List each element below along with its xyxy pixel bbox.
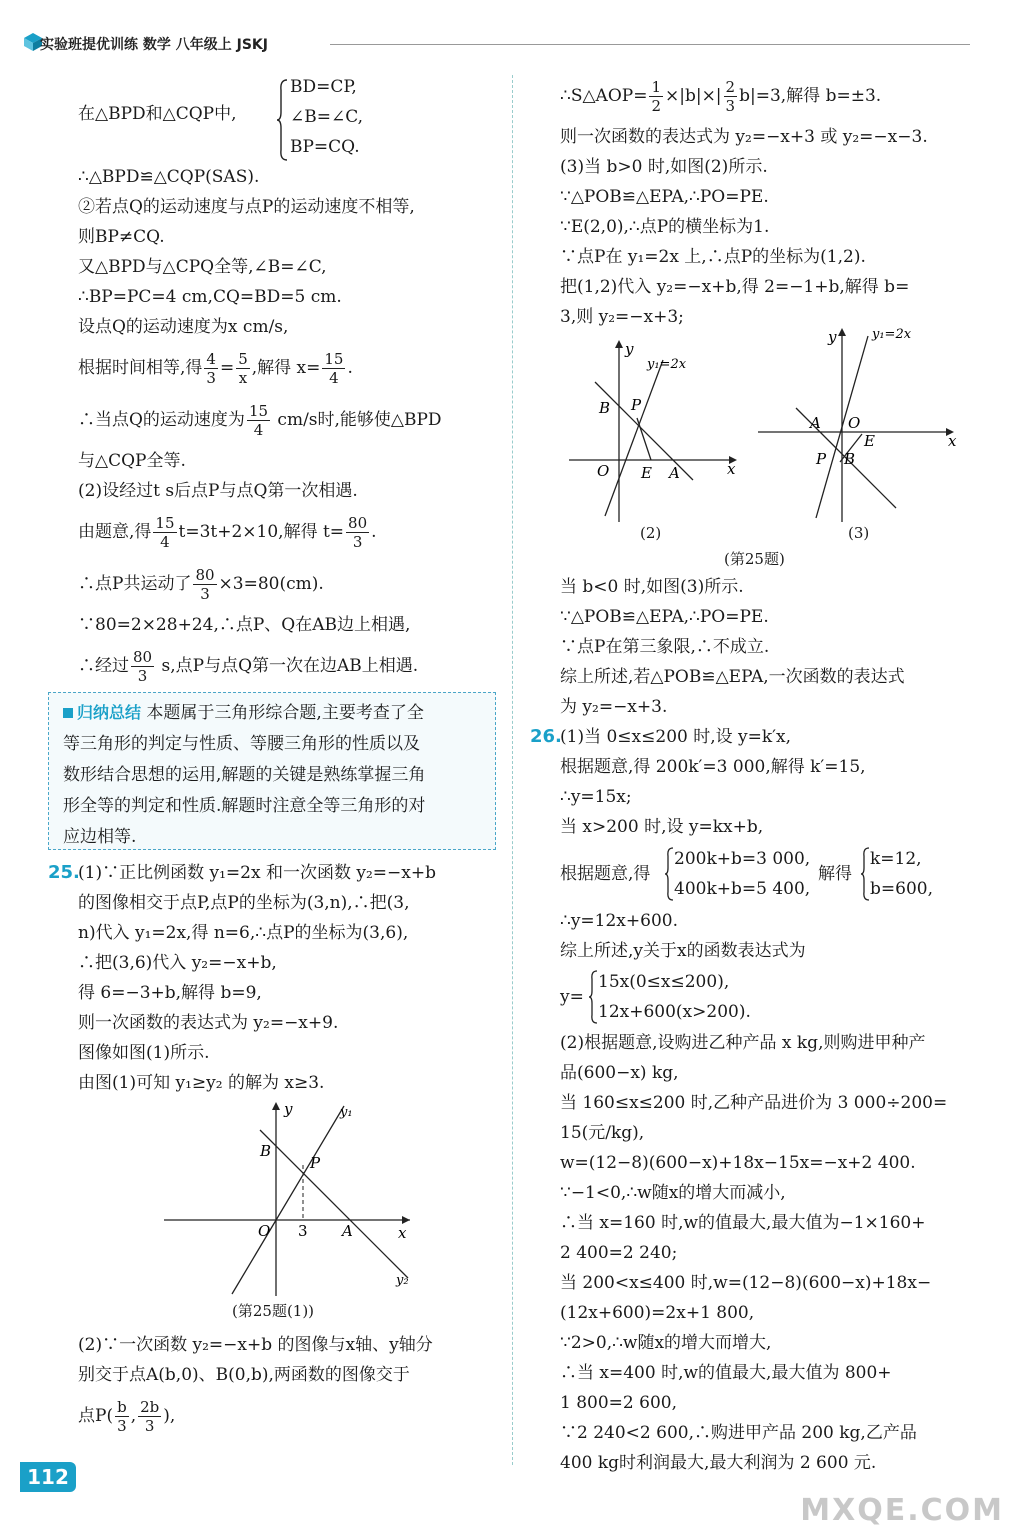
text-line: ∴y=12x+600.: [560, 911, 678, 931]
svg-text:y: y: [625, 340, 634, 358]
text-line: 综上所述,y关于x的函数表达式为: [560, 941, 806, 961]
right-column-mid: [530, 572, 980, 1478]
svg-text:y: y: [828, 328, 837, 346]
text-line: ∵80=2×28+24,∴点P、Q在AB边上相遇,: [78, 615, 411, 635]
text-line: 根据题意,得 200k′=3 000,解得 k′=15,: [560, 757, 866, 777]
question-25-part2: [78, 1330, 508, 1442]
figure-caption: (3): [848, 524, 870, 542]
text-line: 与△CQP全等.: [78, 451, 186, 471]
svg-text:O: O: [597, 462, 610, 480]
brace-icon: [276, 78, 288, 162]
text-line: ∵点P在 y₁=2x 上,∴点P的坐标为(1,2).: [560, 247, 866, 267]
text-line: ∵△POB≌△EPA,∴PO=PE.: [560, 187, 769, 207]
svg-text:y₂: y₂: [396, 1273, 409, 1288]
svg-text:B: B: [844, 450, 856, 468]
brace-icon: [860, 846, 870, 902]
text-line: 当 x>200 时,设 y=kx+b,: [560, 817, 764, 837]
svg-text:E: E: [864, 432, 875, 450]
text-line: 点P( $\frac{b}{3}$ , $\frac{2b}{3}$ ),: [78, 1398, 176, 1435]
text-line: (2)根据题意,设购进乙种产品 x kg,则购进甲种产: [560, 1033, 926, 1053]
summary-title: 归纳总结: [77, 703, 142, 722]
text-line: ∴当点Q的运动速度为 $\frac{15}{4}$ cm/s时,能够使△BPD: [78, 402, 442, 439]
text-line: ∵E(2,0),∴点P的横坐标为1.: [560, 217, 770, 237]
figure-caption: (2): [640, 524, 662, 542]
text-line: (12x+600)=2x+1 800,: [560, 1303, 755, 1323]
header-rule: [330, 44, 970, 45]
text-line: (1)当 0≤x≤200 时,设 y=k′x,: [560, 727, 792, 747]
svg-text:P: P: [816, 450, 827, 468]
figure-25-2: [565, 336, 745, 526]
text-line: 1 800=2 600,: [560, 1393, 677, 1413]
svg-text:B: B: [599, 399, 611, 417]
book-title: 实验班提优训练 数学 八年级上 JSKJ: [40, 37, 268, 53]
text-line: ∵−1<0,∴w随x的增大而减小,: [560, 1183, 786, 1203]
svg-text:y₁: y₁: [340, 1105, 353, 1120]
brace-icon: [664, 846, 674, 902]
text-line: 当 b<0 时,如图(3)所示.: [560, 577, 744, 597]
text-line: n)代入 y₁=2x,得 n=6,∴点P的坐标为(3,6),: [78, 923, 409, 943]
text-line: 的图像相交于点P,点P的坐标为(3,n),∴把(3,: [78, 893, 410, 913]
text-line: ∴S△AOP= $\frac{1}{2}$ ×|b|×| $\frac{2}{3}$ b|=3,解得 b=±3.: [560, 78, 882, 115]
text-line: 当 200<x≤400 时,w=(12−8)(600−x)+18x−: [560, 1273, 932, 1293]
right-column-top: [560, 70, 980, 332]
text-line: ∴点P共运动了 $\frac{80}{3}$ ×3=80(cm).: [78, 566, 324, 603]
svg-text:y₁=2x: y₁=2x: [647, 357, 687, 372]
question-25: [48, 858, 508, 1098]
text-line: 设点Q的运动速度为x cm/s,: [78, 317, 289, 337]
system-block: [78, 72, 508, 162]
svg-text:x: x: [727, 460, 736, 478]
figure-caption: (第25题(1)): [232, 1302, 315, 1320]
text-line: 当 160≤x≤200 时,乙种产品进价为 3 000÷200=: [560, 1093, 948, 1113]
svg-text:x: x: [398, 1224, 407, 1242]
text-line: ∴经过 $\frac{80}{3}$ s,点P与点Q第一次在边AB上相遇.: [78, 648, 419, 685]
figure-caption: (第25题): [724, 550, 785, 568]
text-line: (2)∵一次函数 y₂=−x+b 的图像与x轴、y轴分: [78, 1335, 433, 1355]
text-line: 别交于点A(b,0)、B(0,b),两函数的图像交于: [78, 1365, 410, 1385]
text-line: 等三角形的判定与性质、等腰三角形的性质以及: [63, 734, 420, 754]
text-line: ∴当 x=400 时,w的值最大,最大值为 800+: [560, 1363, 892, 1383]
text-line: 则BP≠CQ.: [78, 227, 165, 247]
text-line: ∵△POB≌△EPA,∴PO=PE.: [560, 607, 769, 627]
svg-text:y: y: [284, 1100, 293, 1118]
text-line: 400 kg时利润最大,最大利润为 2 600 元.: [560, 1453, 877, 1473]
text-line: (1)∵正比例函数 y₁=2x 和一次函数 y₂=−x+b: [78, 863, 436, 883]
text-line: ②若点Q的运动速度与点P的运动速度不相等,: [78, 197, 415, 217]
question-number: 26.: [530, 726, 562, 747]
summary-tag-icon: [63, 708, 73, 718]
text-line: ∴当 x=160 时,w的值最大,最大值为−1×160+: [560, 1213, 926, 1233]
watermark: MXQE.COM: [800, 1493, 1004, 1528]
system-block: 根据题意,得 200k+b=3 000, 400k+b=5 400, 解得 k=12, b=600,: [560, 844, 980, 904]
text-line: 应边相等.: [63, 827, 137, 847]
system-block: y= 15x(0≤x≤200), 12x+600(x>200).: [560, 966, 980, 1028]
text-line: 又△BPD与△CPQ全等,∠B=∠C,: [78, 257, 327, 277]
summary-box: [48, 692, 496, 850]
text-line: 3,则 y₂=−x+3;: [560, 307, 684, 327]
text-line: 由图(1)可知 y₁≥y₂ 的解为 x≥3.: [78, 1073, 325, 1093]
text-line: 得 6=−3+b,解得 b=9,: [78, 983, 262, 1003]
svg-text:A: A: [669, 464, 680, 482]
column-divider: [512, 75, 513, 1465]
svg-text:x: x: [948, 432, 957, 450]
text-line: ∠B=∠C,: [290, 107, 364, 127]
svg-text:B: B: [260, 1142, 272, 1160]
text-line: ∴把(3,6)代入 y₂=−x+b,: [78, 953, 277, 973]
text-line: 本题属于三角形综合题,主要考查了全: [146, 703, 424, 723]
svg-text:3: 3: [298, 1222, 308, 1240]
text-line: 由题意,得 $\frac{15}{4}$ t=3t+2×10,解得 t= $\frac{80}{3}$ .: [78, 514, 377, 551]
text-line: (3)当 b>0 时,如图(2)所示.: [560, 157, 768, 177]
svg-text:A: A: [810, 414, 821, 432]
text-line: ∵2 240<2 600,∴购进甲产品 200 kg,乙产品: [560, 1423, 917, 1443]
text-line: 2 400=2 240;: [560, 1243, 678, 1263]
page-number: 112: [20, 1462, 76, 1492]
question-number: 25.: [48, 862, 80, 883]
text-line: ∵点P在第三象限,∴不成立.: [560, 637, 770, 657]
text-line: 在△BPD和△CQP中,: [78, 104, 237, 124]
svg-text:P: P: [631, 396, 642, 414]
text-line: 为 y₂=−x+3.: [560, 697, 668, 717]
text-line: ∵2>0,∴w随x的增大而增大,: [560, 1333, 772, 1353]
figure-25-1: [160, 1098, 420, 1298]
text-line: ∴y=15x;: [560, 787, 632, 807]
text-line: 15(元/kg),: [560, 1123, 645, 1143]
svg-text:A: A: [342, 1222, 353, 1240]
text-line: 综上所述,若△POB≌△EPA,一次函数的表达式: [560, 667, 905, 687]
text-line: BD=CP,: [290, 77, 357, 97]
text-line: 图像如图(1)所示.: [78, 1043, 210, 1063]
text-line: (2)设经过t s后点P与点Q第一次相遇.: [78, 481, 358, 501]
svg-text:y₁=2x: y₁=2x: [872, 327, 912, 342]
text-line: ∴BP=PC=4 cm,CQ=BD=5 cm.: [78, 287, 342, 307]
text-line: 则一次函数的表达式为 y₂=−x+3 或 y₂=−x−3.: [560, 127, 928, 147]
svg-text:O: O: [258, 1222, 271, 1240]
brace-icon: [588, 969, 598, 1025]
text-line: BP=CQ.: [290, 137, 360, 157]
text-line: 则一次函数的表达式为 y₂=−x+9.: [78, 1013, 339, 1033]
text-line: 把(1,2)代入 y₂=−x+b,得 2=−1+b,解得 b=: [560, 277, 910, 297]
svg-text:O: O: [848, 414, 861, 432]
figure-25-3: [756, 322, 968, 526]
svg-text:E: E: [641, 464, 652, 482]
text-line: 根据时间相等,得 $\frac{4}{3}$ = $\frac{5}{x}$ ,解得 x= $\frac{15}{4}$ .: [78, 350, 353, 387]
text-line: 品(600−x) kg,: [560, 1063, 679, 1083]
text-line: 形全等的判定和性质.解题时注意全等三角形的对: [63, 796, 426, 816]
text-line: 数形结合思想的运用,解题的关键是熟练掌握三角: [63, 765, 426, 785]
left-column: [78, 72, 508, 692]
text-line: w=(12−8)(600−x)+18x−15x=−x+2 400.: [560, 1153, 916, 1173]
svg-text:P: P: [310, 1154, 321, 1172]
text-line: ∴△BPD≌△CQP(SAS).: [78, 167, 260, 187]
